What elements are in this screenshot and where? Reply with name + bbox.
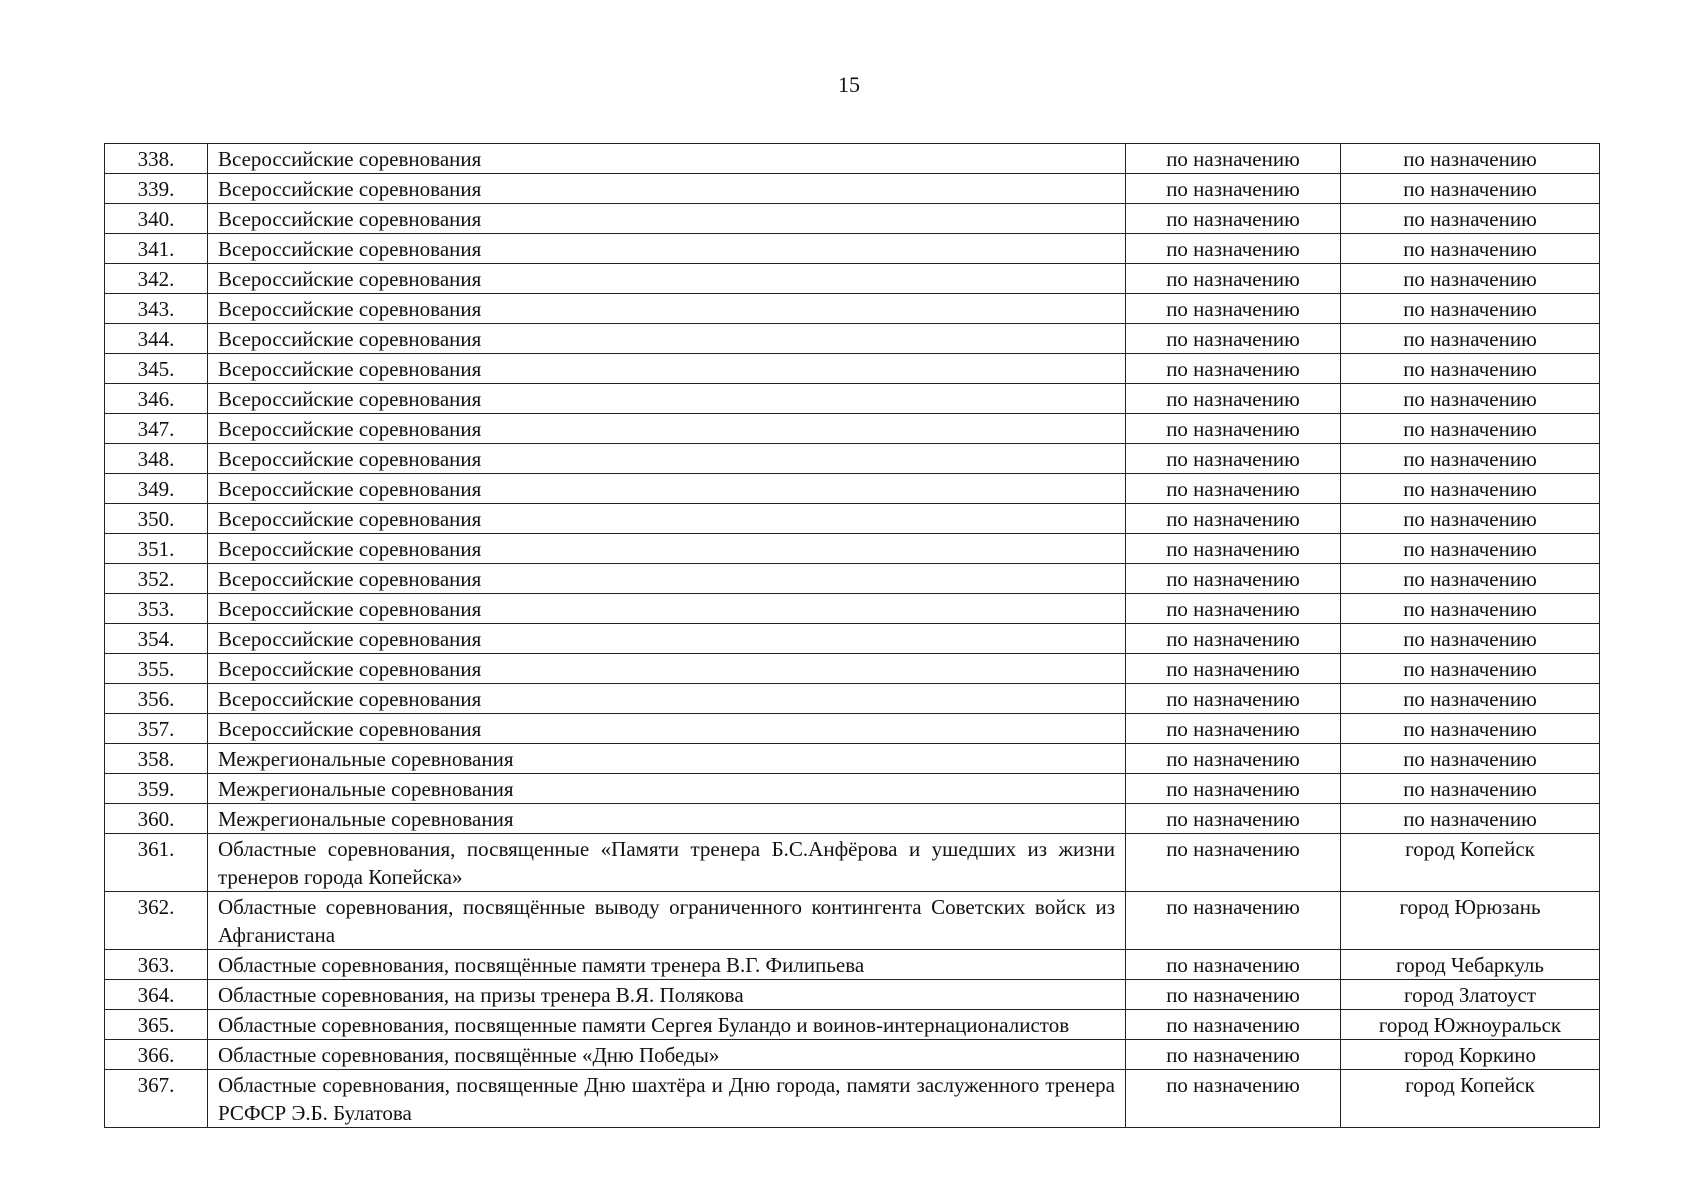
event-place-cell: по назначению (1341, 324, 1600, 354)
table-row (105, 834, 1600, 892)
event-title-cell: Всероссийские соревнования (208, 684, 1126, 714)
event-title-cell: Областные соревнования, посвященные Дню шахтёра и Дню города, памяти заслуженного тренера РСФСР Э.Б. Булатова (208, 1070, 1126, 1128)
row-number-cell: 364. (105, 980, 208, 1010)
row-number-cell: 345. (105, 354, 208, 384)
event-title-cell: Всероссийские соревнования (208, 474, 1126, 504)
table-row (105, 414, 1600, 444)
event-place-cell: по назначению (1341, 684, 1600, 714)
event-date-cell: по назначению (1126, 294, 1341, 324)
event-place-cell: по назначению (1341, 144, 1600, 174)
event-place-cell: по назначению (1341, 774, 1600, 804)
row-number-cell: 363. (105, 950, 208, 980)
event-date-cell: по назначению (1126, 204, 1341, 234)
event-place-cell: город Златоуст (1341, 980, 1600, 1010)
event-date-cell: по назначению (1126, 564, 1341, 594)
event-date-cell: по назначению (1126, 714, 1341, 744)
event-title-cell: Всероссийские соревнования (208, 714, 1126, 744)
event-place-cell: по назначению (1341, 714, 1600, 744)
event-date-cell: по назначению (1126, 234, 1341, 264)
table-row (105, 534, 1600, 564)
row-number-cell: 339. (105, 174, 208, 204)
row-number-cell: 362. (105, 892, 208, 950)
events-table (104, 143, 1600, 1128)
table-row (105, 892, 1600, 950)
table-row (105, 804, 1600, 834)
event-title-cell: Всероссийские соревнования (208, 504, 1126, 534)
event-date-cell: по назначению (1126, 980, 1341, 1010)
event-date-cell: по назначению (1126, 804, 1341, 834)
event-place-cell: по назначению (1341, 384, 1600, 414)
event-title-cell: Областные соревнования, посвящённые памяти тренера В.Г. Филипьева (208, 950, 1126, 980)
event-title-cell: Всероссийские соревнования (208, 534, 1126, 564)
table-row (105, 564, 1600, 594)
event-date-cell: по назначению (1126, 1040, 1341, 1070)
row-number-cell: 348. (105, 444, 208, 474)
event-title-cell: Областные соревнования, посвящённые «Дню Победы» (208, 1040, 1126, 1070)
event-title-cell: Межрегиональные соревнования (208, 744, 1126, 774)
table-row (105, 774, 1600, 804)
table-row (105, 744, 1600, 774)
event-title-cell: Межрегиональные соревнования (208, 774, 1126, 804)
event-place-cell: по назначению (1341, 534, 1600, 564)
event-title-cell: Всероссийские соревнования (208, 294, 1126, 324)
table-row (105, 504, 1600, 534)
event-place-cell: по назначению (1341, 624, 1600, 654)
event-title-cell: Всероссийские соревнования (208, 264, 1126, 294)
event-place-cell: по назначению (1341, 504, 1600, 534)
event-title-cell: Областные соревнования, посвященные «Памяти тренера Б.С.Анфёрова и ушедших из жизни тренеров города Копейска» (208, 834, 1126, 892)
table-row (105, 594, 1600, 624)
event-date-cell: по назначению (1126, 1010, 1341, 1040)
row-number-cell: 366. (105, 1040, 208, 1070)
event-date-cell: по назначению (1126, 264, 1341, 294)
row-number-cell: 340. (105, 204, 208, 234)
event-date-cell: по назначению (1126, 444, 1341, 474)
event-date-cell: по назначению (1126, 684, 1341, 714)
event-place-cell: по назначению (1341, 474, 1600, 504)
table-row (105, 144, 1600, 174)
row-number-cell: 346. (105, 384, 208, 414)
row-number-cell: 354. (105, 624, 208, 654)
event-date-cell: по назначению (1126, 354, 1341, 384)
event-place-cell: по назначению (1341, 294, 1600, 324)
event-date-cell: по назначению (1126, 324, 1341, 354)
event-date-cell: по назначению (1126, 174, 1341, 204)
event-place-cell: город Копейск (1341, 1070, 1600, 1128)
row-number-cell: 357. (105, 714, 208, 744)
event-title-cell: Всероссийские соревнования (208, 384, 1126, 414)
event-place-cell: город Чебаркуль (1341, 950, 1600, 980)
table-row (105, 980, 1600, 1010)
event-place-cell: город Южноуральск (1341, 1010, 1600, 1040)
row-number-cell: 342. (105, 264, 208, 294)
table-row (105, 714, 1600, 744)
event-place-cell: по назначению (1341, 444, 1600, 474)
event-title-cell: Областные соревнования, посвященные памяти Сергея Буландо и воинов-интернационалистов (208, 1010, 1126, 1040)
event-date-cell: по назначению (1126, 594, 1341, 624)
row-number-cell: 343. (105, 294, 208, 324)
row-number-cell: 349. (105, 474, 208, 504)
table-row (105, 624, 1600, 654)
event-place-cell: по назначению (1341, 744, 1600, 774)
event-place-cell: по назначению (1341, 204, 1600, 234)
event-title-cell: Всероссийские соревнования (208, 444, 1126, 474)
row-number-cell: 351. (105, 534, 208, 564)
table-row (105, 294, 1600, 324)
table-row (105, 204, 1600, 234)
row-number-cell: 356. (105, 684, 208, 714)
event-title-cell: Всероссийские соревнования (208, 564, 1126, 594)
table-row (105, 1040, 1600, 1070)
table-row (105, 950, 1600, 980)
event-title-cell: Всероссийские соревнования (208, 234, 1126, 264)
row-number-cell: 358. (105, 744, 208, 774)
event-place-cell: по назначению (1341, 354, 1600, 384)
row-number-cell: 347. (105, 414, 208, 444)
event-date-cell: по назначению (1126, 414, 1341, 444)
event-date-cell: по назначению (1126, 834, 1341, 892)
table-row (105, 264, 1600, 294)
event-place-cell: по назначению (1341, 654, 1600, 684)
event-place-cell: город Копейск (1341, 834, 1600, 892)
event-place-cell: по назначению (1341, 804, 1600, 834)
event-title-cell: Всероссийские соревнования (208, 204, 1126, 234)
row-number-cell: 359. (105, 774, 208, 804)
row-number-cell: 367. (105, 1070, 208, 1128)
event-date-cell: по назначению (1126, 654, 1341, 684)
row-number-cell: 352. (105, 564, 208, 594)
event-date-cell: по назначению (1126, 1070, 1341, 1128)
event-place-cell: по назначению (1341, 234, 1600, 264)
event-date-cell: по назначению (1126, 384, 1341, 414)
event-date-cell: по назначению (1126, 624, 1341, 654)
event-title-cell: Всероссийские соревнования (208, 144, 1126, 174)
row-number-cell: 361. (105, 834, 208, 892)
table-row (105, 1010, 1600, 1040)
event-date-cell: по назначению (1126, 504, 1341, 534)
event-date-cell: по назначению (1126, 744, 1341, 774)
event-date-cell: по назначению (1126, 474, 1341, 504)
table-row (105, 384, 1600, 414)
event-date-cell: по назначению (1126, 892, 1341, 950)
event-title-cell: Всероссийские соревнования (208, 414, 1126, 444)
row-number-cell: 338. (105, 144, 208, 174)
event-title-cell: Межрегиональные соревнования (208, 804, 1126, 834)
event-place-cell: город Юрюзань (1341, 892, 1600, 950)
row-number-cell: 341. (105, 234, 208, 264)
event-title-cell: Областные соревнования, посвящённые выводу ограниченного контингента Советских войск из Афганистана (208, 892, 1126, 950)
table-row (105, 174, 1600, 204)
event-place-cell: по назначению (1341, 174, 1600, 204)
event-place-cell: по назначению (1341, 264, 1600, 294)
event-place-cell: город Коркино (1341, 1040, 1600, 1070)
events-table-body (105, 144, 1600, 1128)
event-place-cell: по назначению (1341, 594, 1600, 624)
event-date-cell: по назначению (1126, 950, 1341, 980)
event-title-cell: Всероссийские соревнования (208, 654, 1126, 684)
row-number-cell: 353. (105, 594, 208, 624)
row-number-cell: 355. (105, 654, 208, 684)
table-row (105, 444, 1600, 474)
table-row (105, 684, 1600, 714)
row-number-cell: 344. (105, 324, 208, 354)
event-title-cell: Всероссийские соревнования (208, 594, 1126, 624)
event-title-cell: Всероссийские соревнования (208, 354, 1126, 384)
event-date-cell: по назначению (1126, 534, 1341, 564)
table-row (105, 1070, 1600, 1128)
row-number-cell: 365. (105, 1010, 208, 1040)
row-number-cell: 360. (105, 804, 208, 834)
table-row (105, 234, 1600, 264)
table-row (105, 474, 1600, 504)
event-place-cell: по назначению (1341, 564, 1600, 594)
table-row (105, 654, 1600, 684)
row-number-cell: 350. (105, 504, 208, 534)
event-date-cell: по назначению (1126, 144, 1341, 174)
event-place-cell: по назначению (1341, 414, 1600, 444)
table-row (105, 324, 1600, 354)
page-number: 15 (838, 72, 860, 97)
event-title-cell: Всероссийские соревнования (208, 174, 1126, 204)
event-title-cell: Всероссийские соревнования (208, 324, 1126, 354)
event-title-cell: Областные соревнования, на призы тренера В.Я. Полякова (208, 980, 1126, 1010)
event-date-cell: по назначению (1126, 774, 1341, 804)
table-row (105, 354, 1600, 384)
event-title-cell: Всероссийские соревнования (208, 624, 1126, 654)
